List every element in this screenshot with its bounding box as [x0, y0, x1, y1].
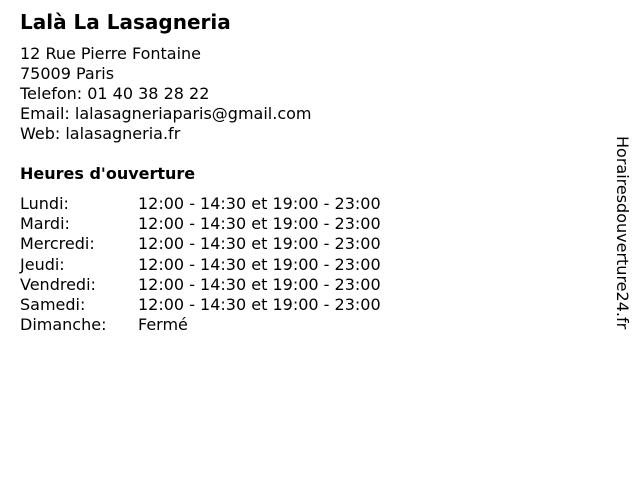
hours-row-wednesday	[20, 234, 440, 254]
hours-row-sunday	[20, 315, 440, 335]
hours-value: 12:00 - 14:30 et 19:00 - 23:00	[138, 294, 381, 314]
hours-row-tuesday	[20, 214, 440, 234]
hours-value: 12:00 - 14:30 et 19:00 - 23:00	[138, 274, 381, 294]
address-city: 75009 Paris	[20, 64, 115, 83]
hours-value: 12:00 - 14:30 et 19:00 - 23:00	[138, 254, 381, 274]
hours-row-monday	[20, 194, 440, 214]
contact-info	[20, 44, 312, 144]
website: Web: lalasagneria.fr	[20, 124, 181, 143]
watermark-text: Horairesdouverture24.fr	[613, 136, 632, 330]
hours-value: 12:00 - 14:30 et 19:00 - 23:00	[138, 194, 381, 213]
business-name: Lalà La Lasagneria	[20, 10, 231, 34]
day-label: Mardi:	[20, 214, 70, 234]
opening-hours-table	[20, 194, 440, 335]
address-street: 12 Rue Pierre Fontaine	[20, 44, 202, 63]
hours-value: 12:00 - 14:30 et 19:00 - 23:00	[138, 234, 381, 254]
day-label: Jeudi:	[20, 254, 65, 274]
day-label: Mercredi:	[20, 234, 95, 254]
day-label: Lundi:	[20, 194, 69, 213]
hours-value: 12:00 - 14:30 et 19:00 - 23:00	[138, 214, 381, 234]
day-label: Dimanche:	[20, 315, 107, 335]
hours-row-saturday	[20, 295, 440, 315]
hours-value: Fermé	[138, 315, 188, 335]
day-label: Samedi:	[20, 294, 86, 314]
hours-row-thursday	[20, 255, 440, 275]
phone-number: Telefon: 01 40 38 28 22	[20, 84, 210, 103]
day-label: Vendredi:	[20, 274, 96, 294]
email-address: Email: lalasagneriaparis@gmail.com	[20, 104, 312, 123]
hours-row-friday	[20, 275, 440, 295]
opening-hours-heading: Heures d'ouverture	[20, 164, 196, 183]
